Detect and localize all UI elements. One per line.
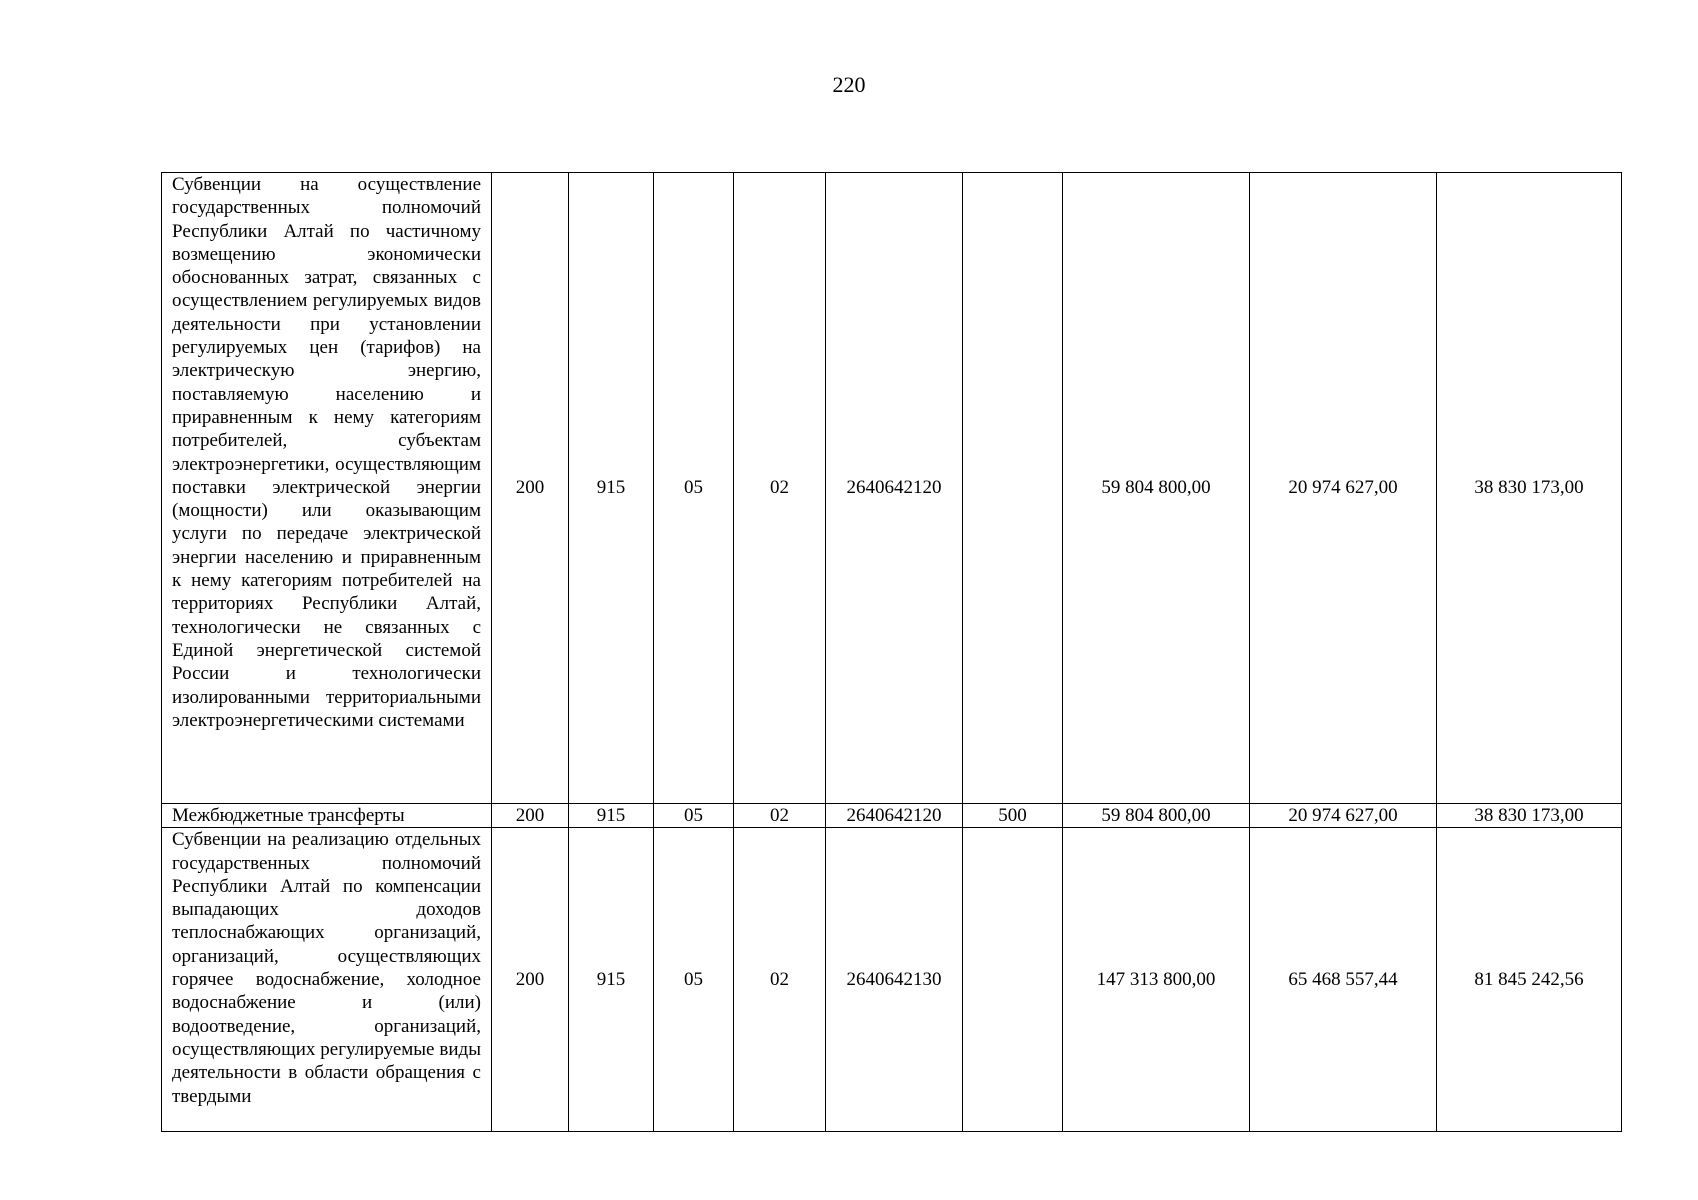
amount-cell: 59 804 800,00 — [1063, 173, 1250, 804]
code-cell: 05 — [654, 828, 734, 1132]
code-cell: 915 — [569, 173, 654, 804]
amount-cell: 81 845 242,56 — [1437, 828, 1622, 1132]
code-cell: 2640642120 — [826, 173, 963, 804]
code-cell: 2640642120 — [826, 804, 963, 828]
code-cell — [963, 828, 1063, 1132]
table-row — [162, 173, 1622, 804]
page-number: 220 — [832, 72, 866, 97]
amount-cell: 38 830 173,00 — [1437, 804, 1622, 828]
table-row — [162, 804, 1622, 828]
code-cell: 200 — [492, 828, 569, 1132]
row-description: Субвенции на реализацию отдельных государственных полномочий Республики Алтай по компенсации выпадающих доходов теплоснабжающих организаций, организаций, осуществляющих горячее водоснабжение, холодное водоснабжение и (или) водоотведение, организаций, осуществляющих регулируемые виды деятельности в области обращения с твердыми — [162, 828, 492, 1132]
code-cell: 915 — [569, 804, 654, 828]
amount-cell: 65 468 557,44 — [1250, 828, 1437, 1132]
code-cell: 02 — [734, 828, 826, 1132]
row-description: Субвенции на осуществление государственных полномочий Республики Алтай по частичному возмещению экономически обоснованных затрат, связанных с осуществлением регулируемых видов деятельности при установлении регулируемых цен (тарифов) на электрическую энергию, поставляемую населению и приравненным к нему категориям потребителей, субъектам электроэнергетики, осуществляющим поставки электрической энергии (мощности) или оказывающим услуги по передаче электрической энергии населению и приравненным к нему категориям потребителей на территориях Республики Алтай, технологически не связанных с Единой энергетической системой России и технологически изолированными территориальными электроэнергетическими системами — [162, 173, 492, 804]
code-cell: 05 — [654, 804, 734, 828]
amount-cell: 59 804 800,00 — [1063, 804, 1250, 828]
amount-cell: 20 974 627,00 — [1250, 804, 1437, 828]
code-cell: 02 — [734, 804, 826, 828]
budget-table — [161, 172, 1622, 1132]
table-row — [162, 828, 1622, 1132]
amount-cell: 38 830 173,00 — [1437, 173, 1622, 804]
code-cell: 200 — [492, 804, 569, 828]
code-cell: 500 — [963, 804, 1063, 828]
row-description: Межбюджетные трансферты — [162, 804, 492, 828]
code-cell: 915 — [569, 828, 654, 1132]
code-cell — [963, 173, 1063, 804]
amount-cell: 147 313 800,00 — [1063, 828, 1250, 1132]
code-cell: 200 — [492, 173, 569, 804]
code-cell: 02 — [734, 173, 826, 804]
amount-cell: 20 974 627,00 — [1250, 173, 1437, 804]
code-cell: 05 — [654, 173, 734, 804]
code-cell: 2640642130 — [826, 828, 963, 1132]
